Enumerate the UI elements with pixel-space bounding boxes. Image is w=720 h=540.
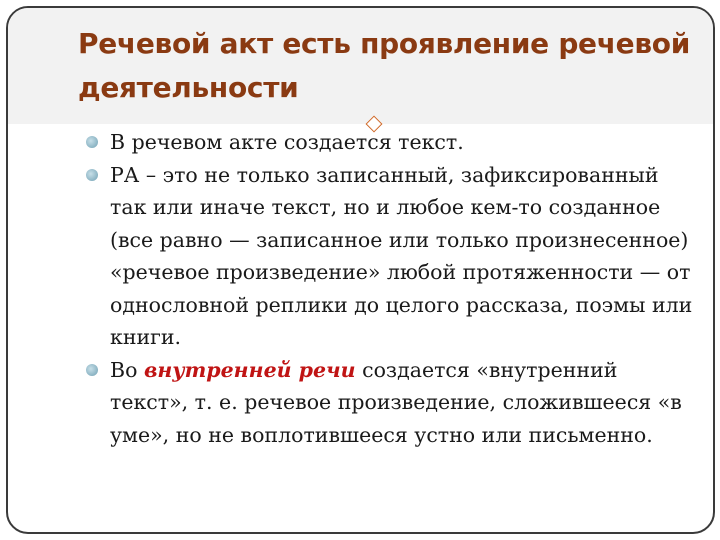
list-item xyxy=(86,159,696,354)
bullet-text-start: Во xyxy=(110,357,144,382)
bullet-text: В речевом акте создается текст. xyxy=(110,130,464,154)
bullet-icon xyxy=(86,169,98,181)
slide-title: Речевой акт есть проявление речевой деятельности xyxy=(78,27,691,104)
bullet-list xyxy=(86,126,696,451)
bullet-icon xyxy=(86,364,98,376)
emphasized-term: внутренней речи xyxy=(143,357,356,382)
list-item xyxy=(86,126,696,159)
slide-frame xyxy=(6,6,715,534)
bullet-text-end: создается «внутренний текст», т. е. речевое произведение, сложившееся «в уме», но не воплотившееся устно или письменно. xyxy=(110,357,682,447)
bullet-icon xyxy=(86,136,98,148)
bullet-text: РА – это не только записанный, зафиксированный так или иначе текст, но и любое кем-то созданное (все равно — записанное или только произнесенное) «речевое произведение» любой протяженности — от однословной реплики до целого рассказа, поэмы или книги. xyxy=(110,162,693,349)
list-item xyxy=(86,354,696,452)
